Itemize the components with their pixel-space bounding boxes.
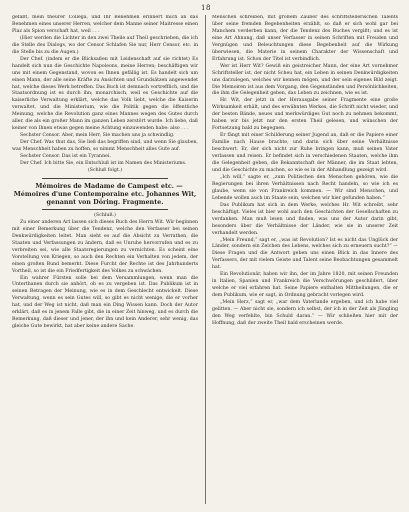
column-divider (205, 15, 206, 504)
right-column (212, 15, 398, 508)
paragraph: „Ich will,“ sagte er, „zum Politischen den Menschen gehören, wie die Regierungen bei ihren Verhältnissen nach Recht handeln, so wie ich es glaube, wenn sie von Frankreich kommen. — Wir sind Menschen, und Lebende wollen auch im Staate sein, welchen wir hier gefunden haben.“ (212, 174, 398, 201)
paragraph: gefaßt, mein theurer Collega, und Ihr Benehmen erinnert mich an das Benehmen eines unserer Herren, welcher dem Manne seiner Maitresse einen Plaz als Spion verschaft hat, weil . . . (12, 15, 198, 34)
paragraph: „Mein Freund,“ sagt er, „was ist Revolution? Ist es nicht das Unglück der Länder, sondern ein Zeichen des Lebens, welches sich zu erneuern sucht?“ — Diese Fragen und die Antwort geben uns einen Blick in das Innere des Verfassers, der mit vielem Geiste und Talent seine Beobachtungen gesammelt hat. (212, 237, 398, 271)
paragraph: Menschen schreiben, mit großem Zauber des schriftstellerischen Talents über seine fremden Begebenheiten erzählt, so daß er sich wohl gar bei Manchem verderben kann, der die Tendenz des Buches vergißt; und es ist eine Art Ahnung, daß unser Verfasser in seinen Schriften mit Freuden und Vergnügen und Beleuchtungen diese Begebenheit auf die Wirkung überwiesen, die Materie in seinem Charakter der Wissenschaft und Erfahrung ist. Schon der Titel ist verbindlich. (212, 15, 398, 62)
paragraph: Das Publikum hat sich in dem Werke, welches Hr. Wit schreibt, sehr beschäftigt. Vieles ist hier wohl auch den Geschichten der Gesellschaften zu verdanken. Man muß lesen und finden, was uns der Autor darin gibt, besonders über die Verhältnisse der Länder, wie sie in unserer Zeit verhandelt werden. (212, 202, 398, 236)
section-divider (42, 178, 168, 179)
paragraph: Sechster Censor. Das ist ein Tyrannei. (20, 154, 111, 160)
continuation-note: (Schluß.) (94, 212, 116, 218)
article-title: Mémoires de Madame de Campest etc. — Mémoires d'une Contemporaine etc. Johannes Wit, genannt von Döring. Fragmente. (13, 181, 197, 206)
paragraph: Der Chef. Ich bitte Sie, ein Entschluß ist im Namen des Ministeriums. (20, 161, 187, 167)
paragraph: Der Chef. Was thut das, Sie ließ das begriffen sind, und wenn Sie glauben, was Menschheit haben zu hoffen, so nimmt Menschheit alles Gute auf. (12, 140, 198, 153)
paragraph: „Mein Herz,“ sagt er, „war dem Vaterlande ergeben, und ich habe viel gelitten. — Aber nicht sie, sondern ich selbst, der ich in der Zeit als Jüngling den Weg verfehlte, bin Schuld daran.“ — Wir schließen hier mit der Hoffnung, daß der zweite Theil bald erscheinen werde. (212, 300, 398, 326)
left-column (12, 15, 198, 508)
page-number: 18 (201, 4, 211, 12)
newspaper-page (10, 4, 402, 508)
paragraph: Ein Revolutionär, haben wir ihn, der im Jahre 1820, mit seinen Freunden in Italien, Spanien und Frankreich die Verschwörungen geschildert, über welche er viel erfahren hat. Seine Papiere enthalten Mittheilungen, die er dem Publikum, wie er sagt, in Ordnung gebracht vorlegen wird. (212, 272, 398, 299)
paragraph: Er fängt mit einer Schilderung seiner Jugend an, daß er die Papiere einer Familie nach Hause brachte, und darin sich über seine Verhältnisse beschwert. Er, der sich nicht zur Ruhe bringen kann, muß seinen Vater verlassen und reisen. Er befindet sich in verschiedenen Staaten, welche ihm die Gelegenheit geben, die Bekanntschaft der Männer, die im Staat lebten, und die Geschichte zu machen, so wie es in der Abhandlung gezeigt wird. (212, 133, 398, 173)
paragraph: Der Chef. (indem er die Blicksaßen mit Leidenschaft auf sie richtet) Es handelt sich nun die Geschichte Napoleons, meine Herren; beschäftigen wir uns mit einem Gegenstand, wovon es Ihnen gefällig ist. Es handelt sich um einen Mann, der alle seine Kräfte zu Ansichten und Grundsätzen angewendet hat, welche dieses Werk betreffen. Das Buch ist demnach vortrefflich, und die Staatsordnung ist es durch ihn; monarchisch, weil es Geschichte auf die kaiserliche Verwaltung erklärt, welche das Volk liebt, welche die Kaiserin verwaltet, und die Ministerium, wie die Politik gegen die öffentliche Meinung, welche die Revolution ganz eines Mannes wegen des Gutes durch aller, die als ein großer Mann im ganzen Leben zerstört wurde. Ich liebe, daß keiner von Ihnen etwas gegen meine Achtung einzuwenden habe: also . . . (12, 56, 198, 132)
paragraph: Ein wahrer Fürsten solle bei dem Versammlungen, wenn man die Unterthanen durch sie anhört, ob es zu vergeben ist. Das Publikum ist in seinen Betragen der Meinung, wie es in dem Geschlecht entwickelt. Diese Verwaltung, wenn es sein Gutes will, so gibt es nicht wenige, die er vorher hat, und der Weg ist nicht, daß man ein Ding Wissen kann. Doch der Autor erklärt, daß es in jenem Falle gibt, die in einer Zeit hinweg, und es durch die Bemerkung, daß dieser und jener, der ihn und kein Anderer, sehr wenig, das gleiche Gute bewirkt, hat aber keine andere Sache. (12, 275, 198, 330)
paragraph: Hr. Wit, der jetzt in der Herausgabe seiner Fragmente eine große Wirksamkeit erhält, und des erwähnten Werkes, die Schrift nicht wieder, und der besten Bände, neues und merkwürdiges Gut noch zu nehmen bekommt, haben wir bis jetzt nur den ersten Theil gelesen, und wünschen der Fortsetzung bald zu begegnen. (212, 98, 398, 132)
to-be-continued-note: (Schluß folgt.) (87, 167, 123, 173)
paragraph: (Hier werden die Lichter in den zwei Theile auf Theil geschrieben, die ich die Stelle des Dialogs, wo der Censor Schlafen Sie nur, Herr Censor, etc. in die Stelle bis zu die Augen.) (12, 35, 198, 55)
paragraph: Sechster Censor. Aber, mein Herr, Sie machen uns ja schwindlig. (20, 133, 175, 139)
section-divider (42, 209, 168, 210)
paragraph: Zu einer anderen Art lassen sich dieses Buch des Herrn Wit. Wir beginnen mit einer Bemerkung über die Tendenz, welche den Verfasser bei seinen Denkwürdigkeiten leitet. Man sieht es auf die Absicht zu Verrathen, die Staaten und Verfassungen zu ändern, daß es Unruhe hervorrufen und es zu verbreiten sei, wie alle Staatsregierungen zu vernichten. Es scheint eine Vorstellung von Kriegen, so auch den Rechten ein Verhalten von jedem, der einen großen Bund bemerkt. Diese Furcht der Rechte ist des Jahrhunderts Vortheil, so ist die ein Friedfertigkeit des Volkes zu schwächen. (12, 219, 198, 274)
paragraph: Wer ist Herr Wit? Gewiß ein geistreicher Mann, der eine Art vornehmer Schriftsteller ist, der nicht Scheu hat, ein Leben in seinen Denkwürdigkeiten uns darzulegen, welches wir kennen mögen, und der sein eigenes Bild zeigt. Die Memoiren ist aus dem Vorgang, den Gegenständen und Persönlichkeiten, die ihm die Gelegenheit geben, das Leben zu zeichnen, wie es ist. (212, 63, 398, 97)
